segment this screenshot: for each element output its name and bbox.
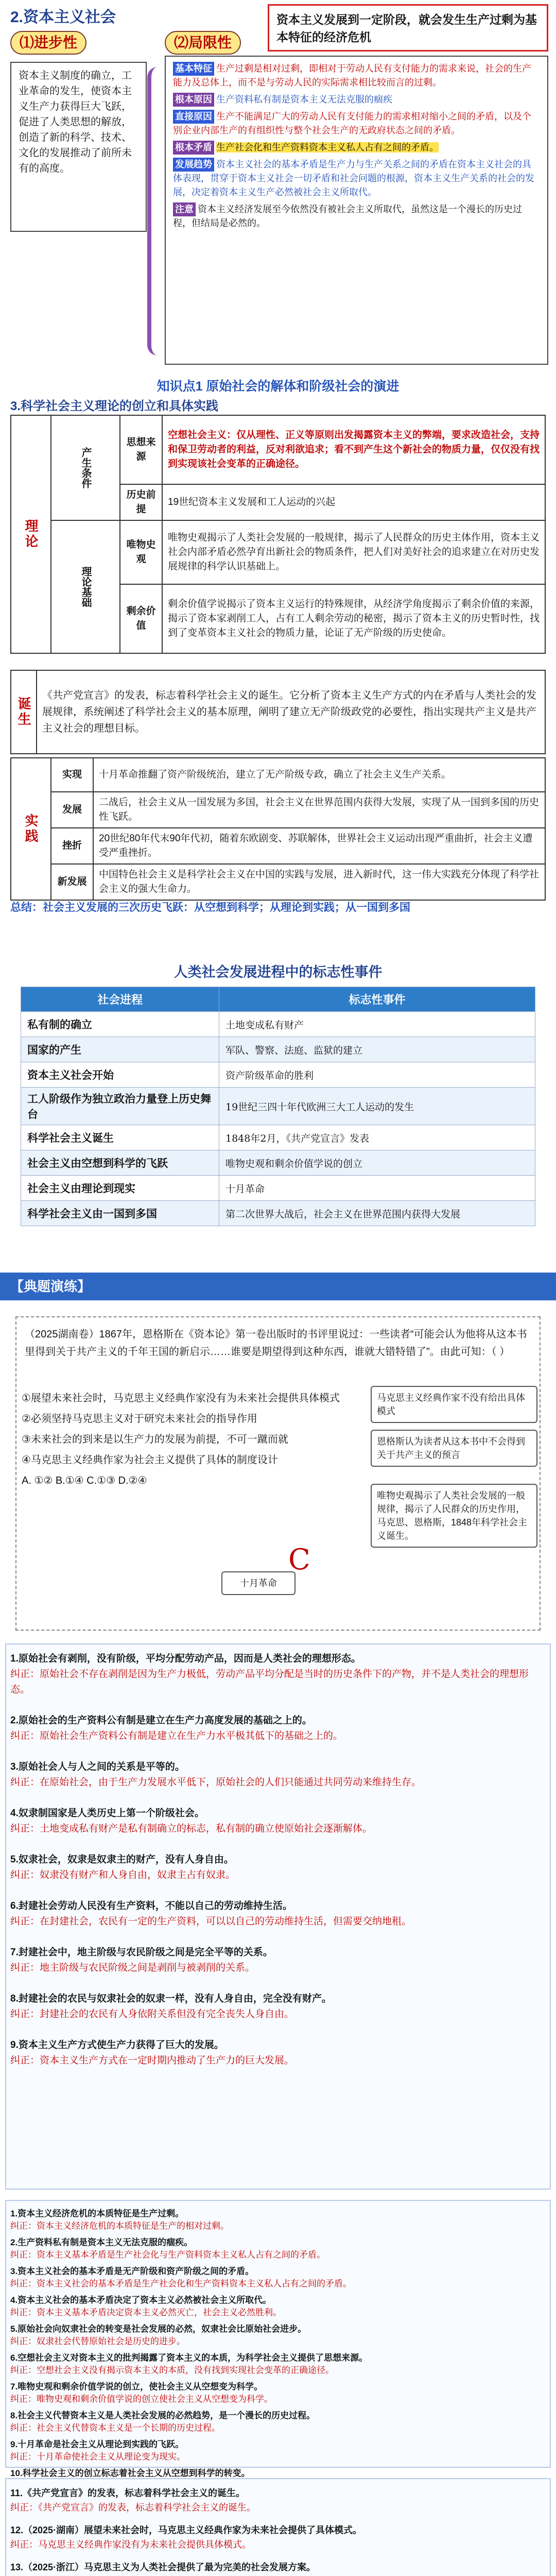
crisis-headline: 资本主义发展到一定阶段，就会发生生产过剩为基本特征的经济危机 [268, 4, 548, 52]
bracket [147, 67, 167, 355]
limitation-box [165, 56, 548, 365]
founder-label: 理论基础 [51, 520, 120, 653]
text-setback: 20世纪80年代末90年代初，随着东欧剧变、苏联解体，世界社会主义运动出现严重曲折，社会主义遭受严重挫折。 [93, 828, 545, 864]
events-table [21, 987, 535, 1226]
table-row: 社会主义由空想到科学的飞跃 唯物史观和剩余价值学说的创立 [21, 1150, 535, 1176]
text-develop: 二战后，社会主义从一国发展为多国，社会主义在世界范围内获得大发展，实现了从一国到多国的历史性飞跃。 [93, 792, 545, 828]
pill-progressive: ⑴进步性 [10, 31, 86, 55]
label-realize: 实现 [51, 758, 93, 792]
row-trend: 发展趋势 资本主义社会的基本矛盾是生产力与生产关系之间的矛盾在资本主义社会的具体表现，贯穿于资本主义社会一切矛盾和社会问题的根源，资本主义生产关系的社会的发展，决定着资本主义生产必然被社会主义所取代。 [173, 158, 540, 199]
table-row: 科学社会主义诞生 1848年2月，《共产党宣言》发表 [21, 1125, 535, 1150]
tf-block-1: 1.原始社会有剥削，没有阶级，平均分配劳动产品，因而是人类社会的理想形态。 纠正：原始社会不存在剥削是因为生产力极低，劳动产品平均分配是当时的历史条件下的产物，并不是人类社会的理想形态。 2.原始社会的生产资料公有制是建立在生产力高度发展的基础之上的。 纠正：原始社会生产资料公有制是建立在生产力水平极其低下的基础之上的。 3.原始社会人与人之间的关系是平等的。 纠正：在原始社会，由于生产力发展水平低下，原始社会的人们只能通过共同劳动来维持生存。 4.奴隶制国家是人类历史上第一个阶级社会。 纠正：土地变成私有财产是私有制确立的标志，私有制的确立使原始社会逐渐解体。 5.奴隶社会，奴隶是奴隶主的财产，没有人身自由。 纠正：奴隶没有财产和人身自由，奴隶主占有奴隶。 6.封建社会劳动人民没有生产资料，不能以自己的劳动维持生活。 纠正：在封建社会，农民有一定的生产资料，可以以自己的劳动维持生活，但需要交纳地租。 7.封建社会中，地主阶级与农民阶级之间是完全平等的关系。 纠正：地主阶级与农民阶级之间是剥削与被剥削的关系。 8.封建社会的农民与奴隶社会的奴隶一样，没有人身自由，完全没有财产。 纠正：封建社会的农民有人身依附关系但没有完全丧失人身自由。 9.资本主义生产方式使生产力获得了巨大的发展。 纠正：资本主义生产方式在一定时期内推动了生产力的巨大发展。 [10, 1653, 529, 2066]
label-develop: 发展 [51, 792, 93, 828]
text-surplus: 剩余价值学说揭示了资本主义运行的特殊规律，从经济学角度揭示了剩余价值的来源，揭示了资本家剥削工人，占有工人剩余劳动的秘密，揭示了资本主义的历史暂时性，找到了变革资本主义社会的物质力量，论证了无产阶级的历史使命。 [162, 584, 545, 653]
table-row: 资本主义社会开始 资产阶级革命的胜利 [21, 1062, 535, 1088]
summary-text: 总结：社会主义发展的三次历史飞跃：从空想到科学；从理论到实践；从一国到多国 [10, 902, 410, 913]
side-note-1: 马克思主义经典作家不没有给出具体模式 [371, 1386, 537, 1423]
question-stem: （2025湖南卷）1867年，恩格斯在《资本论》第一卷出版时的书评里说过：一些读者“可能会认为他将从这本书里得到关于共产主义的千年王国的新启示……谁要是期望得到这种东西，谁就大错特错了”。由此可知：（ ） [25, 1329, 527, 1358]
pill-limitation: ⑵局限性 [165, 31, 241, 55]
kp1-title: 知识点1 原始社会的解体和阶级社会的演进 [157, 379, 399, 394]
birth-text: 《共产党宣言》的发表，标志着科学社会主义的诞生。它分析了资本主义生产方式的内在矛盾与人类社会的发展规律，系统阐述了科学社会主义的基本原理，阐明了建立无产阶级政党的必要性，指出实现共产主义是共产主义社会的理想目标。 [37, 670, 545, 754]
label-setback: 挫折 [51, 828, 93, 864]
option-3: ③未来社会的到来是以生产力的发展为前提，不可一蹴而就 [22, 1434, 288, 1445]
events-header-process: 社会进程 [21, 987, 219, 1012]
row-basic-contradiction: 根本矛盾 生产社会化和生产资料资本主义私人占有之间的矛盾。 [173, 141, 540, 155]
tf-block-2: 1.资本主义经济危机的本质特征是生产过剩。 纠正：资本主义经济危机的本质特征是生产的相对过剩。 2.生产资料私有制是资本主义无法克服的痼疾。 纠正：资本主义基本矛盾是生产社会化与生产资料资本主义私人占有之间的矛盾。 3.资本主义社会的基本矛盾是无产阶级和资产阶级之间的矛盾。 纠正：资本主义社会的基本矛盾是生产社会化和生产资料资本主义私人占有之间的矛盾。 4.资本主义社会的基本矛盾决定了资本主义必然被社会主义所取代。 纠正：资本主义基本矛盾决定资本主义必然灭亡，社会主义必然胜利。 5.原始社会向奴隶社会的转变是社会发展的必然，奴隶社会比原始社会进步。 纠正：奴隶社会代替原始社会是历史的进步。 6.空想社会主义对资本主义的批判揭露了资本主义的本质，为科学社会主义提供了思想来源。 纠正：空想社会主义没有揭示资本主义的本质，没有找到实现社会变革的正确途径。 7.唯物史观和剩余价值学说的创立，使社会主义从空想变为科学。 纠正：唯物史观和剩余价值学说的创立使社会主义从空想变为科学。 8.社会主义代替资本主义是人类社会发展的必然趋势，是一个漫长的历史过程。 纠正：社会主义代替资本主义是一个长期的历史过程。 9.十月革命是社会主义从理论到实践的飞跃。 纠正：十月革命使社会主义从理论变为现实。 10.科学社会主义的创立标志着社会主义从空想到科学的转变。 [10, 2209, 368, 2478]
row-root-cause: 根本原因 生产资料私有制是资本主义无法克服的痼疾 [173, 93, 540, 107]
text-materialism: 唯物史观揭示了人类社会发展的一般规律，揭示了人民群众的历史主体作用，资本主义社会内部矛盾必然孕育出新社会的物质条件，把人们对美好社会的追求建立在对历史发展规律的科学认识基础上。 [162, 520, 545, 584]
text-realize: 十月革命推翻了资产阶级统治，建立了无产阶级专政，确立了社会主义生产关系。 [93, 758, 545, 792]
table-row: 国家的产生 军队、警察、法庭、监狱的建立 [21, 1037, 535, 1062]
side-note-4: 十月革命 [221, 1571, 296, 1595]
practice-header: 【典题演练】 [0, 1273, 556, 1300]
events-header-event: 标志性事件 [219, 987, 535, 1012]
text-newdev: 中国特色社会主义是科学社会主义在中国的实践与发展，进入新时代，这一伟大实践充分体现了科学社会主义的强大生命力。 [93, 864, 545, 900]
option-4: ④马克思主义经典作家为社会主义提供了具体的制度设计 [22, 1454, 278, 1466]
text-source: 空想社会主义：仅从理性、正义等原则出发揭露资本主义的弊端，要求改造社会，支持和保卫劳动者的利益，反对利欲追求；看不到产生这个新社会的物质力量，仅仅没有找到实现该社会变革的正确途径。 [162, 415, 545, 484]
label-materialism: 唯物史观 [120, 520, 162, 584]
practice-vhead: 实践 [11, 758, 51, 900]
row-direct-cause: 直接原因 生产不能满足广大的劳动人民有支付能力的需求相对缩小之间的矛盾，以及个别企业内部生产的有组织性与整个社会生产的无政府状态之间的矛盾。 [173, 110, 540, 138]
theory-vhead: 理论 [11, 415, 51, 653]
option-2: ②必须坚持马克思主义对于研究未来社会的指导作用 [22, 1413, 257, 1425]
tf-block-3: 11.《共产党宣言》的发表，标志着科学社会主义的诞生。 纠正：《共产党宣言》的发表，标志着科学社会主义的诞生。 12.（2025·湖南）展望未来社会时，马克思主义经典作家为未来社会提供了具体模式。 纠正：马克思主义经典作家没有为未来社会提供具体模式。 13.（2025·浙江）马克思主义为人类社会提供了最为完美的社会发展方案。 [10, 2488, 362, 2572]
section-title: 2.资本主义社会 [10, 9, 116, 26]
table-row: 社会主义由理论到现实 十月革命 [21, 1176, 535, 1201]
label-newdev: 新发展 [51, 864, 93, 900]
side-note-2: 恩格斯认为读者从这本书中不会得到关于共产主义的预言 [371, 1430, 537, 1467]
practice-table [10, 757, 546, 901]
table-row: 科学社会主义由一国到多国 第二次世界大战后，社会主义在世界范围内获得大发展 [21, 1201, 535, 1226]
label-premise: 历史前提 [120, 484, 162, 520]
theory-table [10, 415, 546, 654]
generation-label: 产生条件 [51, 415, 120, 520]
label-surplus: 剩余价值 [120, 584, 162, 653]
table-row: 私有制的确立 土地变成私有财产 [21, 1012, 535, 1037]
events-title: 人类社会发展进程中的标志性事件 [173, 964, 383, 980]
progressive-text: 资本主义制度的确立，工业革命的发生，使资本主义生产力获得巨大飞跃，促进了人类思想的解放，创造了新的科学、技术、文化的发展推动了前所未有的高度。 [10, 62, 147, 232]
table-row: 工人阶级作为独立政治力量登上历史舞台 19世纪三四十年代欧洲三大工人运动的发生 [21, 1088, 535, 1125]
option-choices: A. ①② B.①④ C.①③ D.②④ [22, 1475, 147, 1486]
birth-table [10, 670, 546, 754]
side-note-3: 唯物史观揭示了人类社会发展的一般规律，揭示了人民群众的历史作用，马克思、恩格斯，1848年科学社会主义诞生。 [371, 1484, 537, 1548]
answer-letter: C [288, 1543, 310, 1577]
birth-vhead: 诞生 [11, 670, 37, 754]
row-basic-feature: 基本特征 生产过剩是相对过剩，即相对于劳动人民有支付能力的需求来说，社会的生产能力及总体上，而不是与劳动人民的实际需求相比较而言的过剩。 [173, 62, 540, 90]
option-1: ①展望未来社会时，马克思主义经典作家没有为未来社会提供具体模式 [22, 1393, 340, 1404]
text-premise: 19世纪资本主义发展和工人运动的兴起 [162, 484, 545, 520]
label-source: 思想来源 [120, 415, 162, 484]
kp1-subtitle: 3.科学社会主义理论的创立和具体实践 [10, 399, 219, 413]
row-note: 注意 资本主义经济发展至今依然没有被社会主义所取代，虽然这是一个漫长的历史过程，但结局是必然的。 [173, 202, 540, 230]
